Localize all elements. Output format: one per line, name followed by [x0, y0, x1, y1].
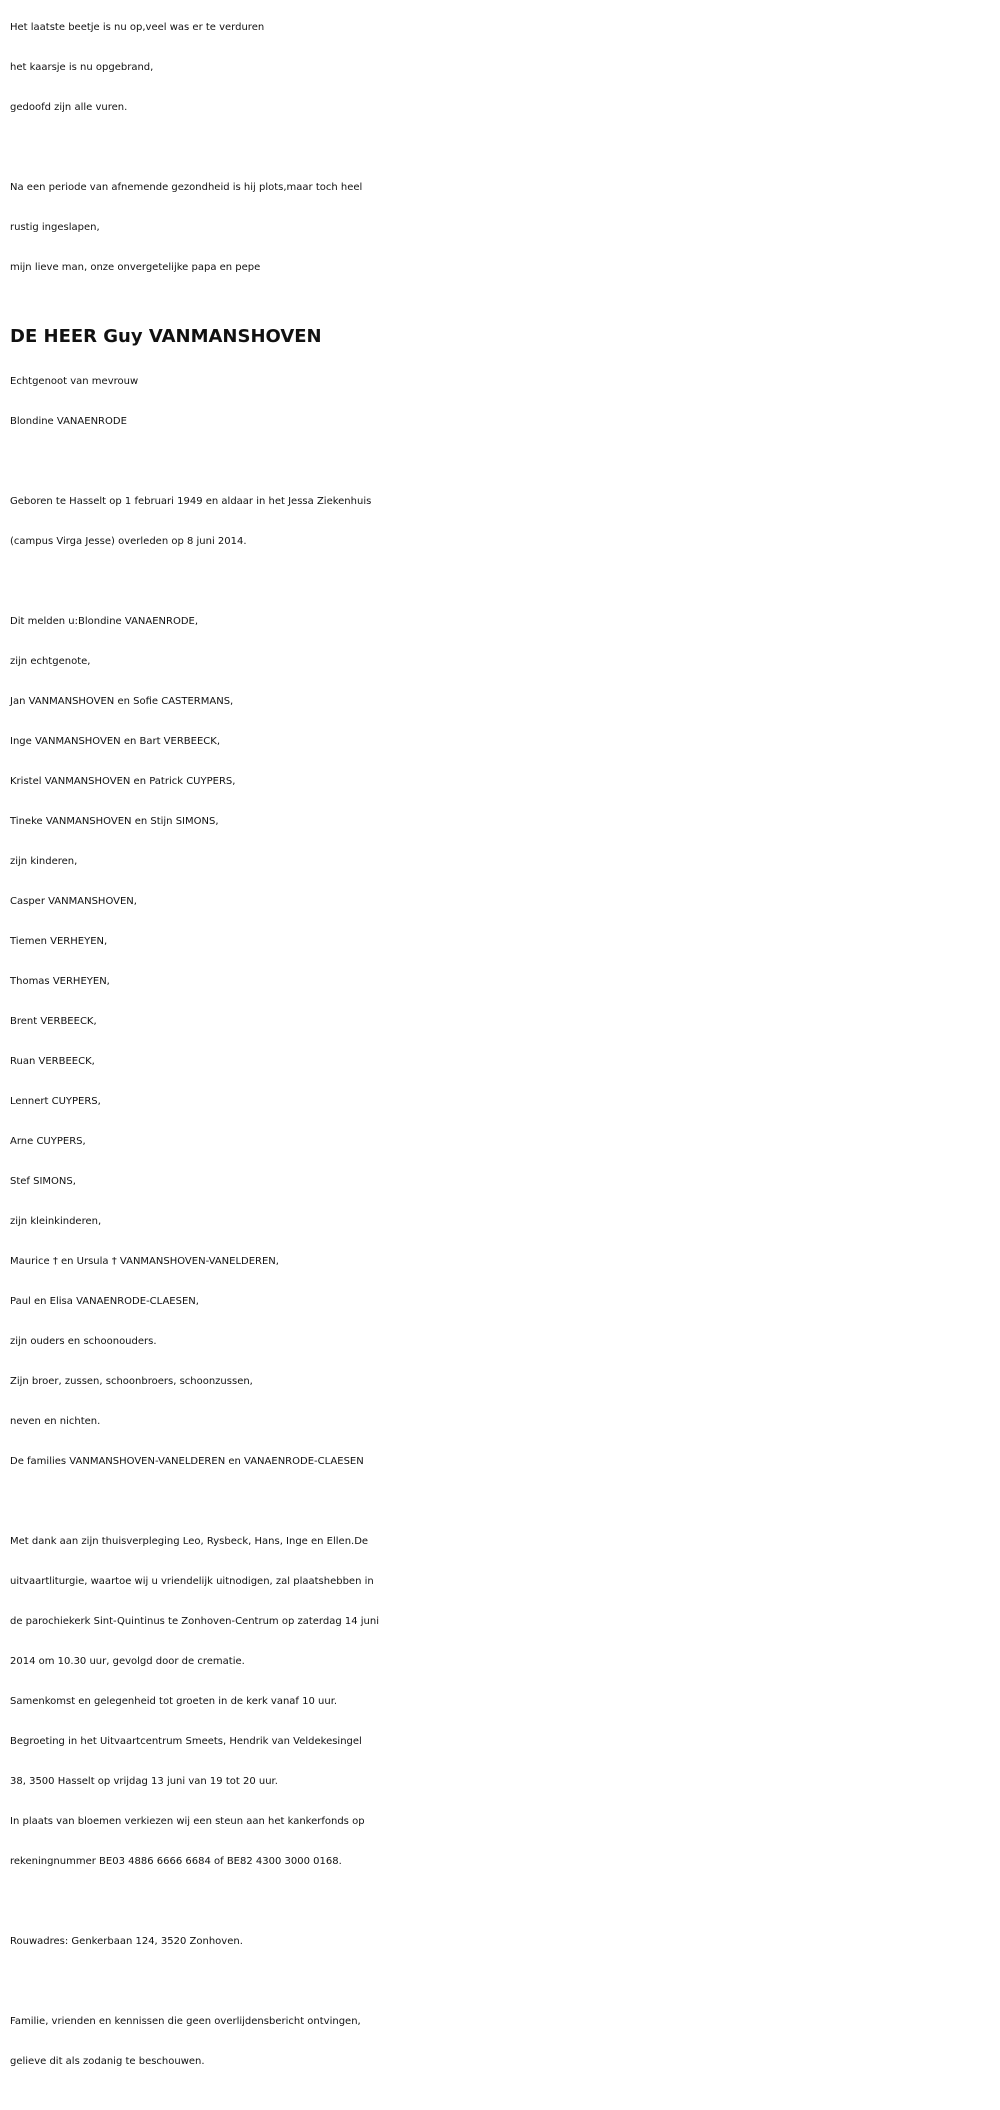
family-line: zijn kleinkinderen, — [10, 1216, 102, 1227]
family-line: Ruan VERBEECK, — [10, 1056, 95, 1067]
spouse-line: Echtgenoot van mevrouw — [10, 376, 139, 387]
obituary-page — [10, 8, 995, 2082]
birth-line: Geboren te Hasselt op 1 februari 1949 en aldaar in het Jessa Ziekenhuis — [10, 496, 372, 507]
closing-line: Familie, vrienden en kennissen die geen overlijdensbericht ontvingen, — [10, 2016, 361, 2027]
family-line: zijn echtgenote, — [10, 656, 91, 667]
family-line: Lennert CUYPERS, — [10, 1096, 101, 1107]
ceremony-line: 38, 3500 Hasselt op vrijdag 13 juni van 19 tot 20 uur. — [10, 1776, 278, 1787]
birth-death-info — [10, 482, 995, 562]
ceremony-line: Samenkomst en gelegenheid tot groeten in de kerk vanaf 10 uur. — [10, 1696, 338, 1707]
family-line: Casper VANMANSHOVEN, — [10, 896, 137, 907]
family-line: Brent VERBEECK, — [10, 1016, 97, 1027]
ceremony-line: 2014 om 10.30 uur, gevolgd door de crematie. — [10, 1656, 245, 1667]
poem-line: Het laatste beetje is nu op,veel was er te verduren — [10, 22, 265, 33]
spacer — [10, 1962, 995, 2002]
family-line: Inge VANMANSHOVEN en Bart VERBEECK, — [10, 736, 221, 747]
family-line: Tiemen VERHEYEN, — [10, 936, 108, 947]
intro-line: mijn lieve man, onze onvergetelijke papa en pepe — [10, 262, 261, 273]
intro — [10, 168, 995, 288]
family-line: Maurice † en Ursula † VANMANSHOVEN-VANELDEREN, — [10, 1256, 279, 1267]
spacer — [10, 562, 995, 602]
family-line: Jan VANMANSHOVEN en Sofie CASTERMANS, — [10, 696, 234, 707]
family-line: De families VANMANSHOVEN-VANELDEREN en VANAENRODE-CLAESEN — [10, 1456, 364, 1467]
closing-note — [10, 2002, 995, 2082]
family-line: zijn kinderen, — [10, 856, 78, 867]
poem-line: het kaarsje is nu opgebrand, — [10, 62, 154, 73]
family-line: zijn ouders en schoonouders. — [10, 1336, 157, 1347]
spacer — [10, 288, 995, 308]
family-line: Dit melden u:Blondine VANAENRODE, — [10, 616, 199, 627]
spacer — [10, 128, 995, 168]
family-line: Zijn broer, zussen, schoonbroers, schoonzussen, — [10, 1376, 253, 1387]
ceremony-line: uitvaartliturgie, waartoe wij u vriendelijk uitnodigen, zal plaatshebben in — [10, 1576, 374, 1587]
ceremony-line: Begroeting in het Uitvaartcentrum Smeets, Hendrik van Veldekesingel — [10, 1736, 362, 1747]
closing-line: gelieve dit als zodanig te beschouwen. — [10, 2056, 205, 2067]
ceremony-line: de parochiekerk Sint-Quintinus te Zonhoven-Centrum op zaterdag 14 juni — [10, 1616, 380, 1627]
poem — [10, 8, 995, 128]
birth-line: (campus Virga Jesse) overleden op 8 juni 2014. — [10, 536, 247, 547]
poem-line: gedoofd zijn alle vuren. — [10, 102, 128, 113]
intro-line: Na een periode van afnemende gezondheid is hij plots,maar toch heel — [10, 182, 363, 193]
family-line: neven en nichten. — [10, 1416, 101, 1427]
family-line: Paul en Elisa VANAENRODE-CLAESEN, — [10, 1296, 199, 1307]
spouse-info — [10, 362, 995, 442]
mourning-address: Rouwadres: Genkerbaan 124, 3520 Zonhoven. — [10, 1936, 243, 1947]
ceremony-line: Met dank aan zijn thuisverpleging Leo, Rysbeck, Hans, Inge en Ellen.De — [10, 1536, 369, 1547]
spacer — [10, 442, 995, 482]
family-line: Tineke VANMANSHOVEN en Stijn SIMONS, — [10, 816, 219, 827]
ceremony-line: In plaats van bloemen verkiezen wij een steun aan het kankerfonds op — [10, 1816, 365, 1827]
ceremony-line: rekeningnummer BE03 4886 6666 6684 of BE82 4300 3000 0168. — [10, 1856, 342, 1867]
ceremony-info — [10, 1522, 995, 1882]
deceased-name: DE HEER Guy VANMANSHOVEN — [10, 326, 322, 347]
family-line: Arne CUYPERS, — [10, 1136, 86, 1147]
intro-line: rustig ingeslapen, — [10, 222, 100, 233]
family-line: Kristel VANMANSHOVEN en Patrick CUYPERS, — [10, 776, 236, 787]
spacer — [10, 1482, 995, 1522]
family-line: Thomas VERHEYEN, — [10, 976, 110, 987]
spouse-line: Blondine VANAENRODE — [10, 416, 127, 427]
family-line: Stef SIMONS, — [10, 1176, 76, 1187]
family-list — [10, 602, 995, 1482]
spacer — [10, 1882, 995, 1922]
